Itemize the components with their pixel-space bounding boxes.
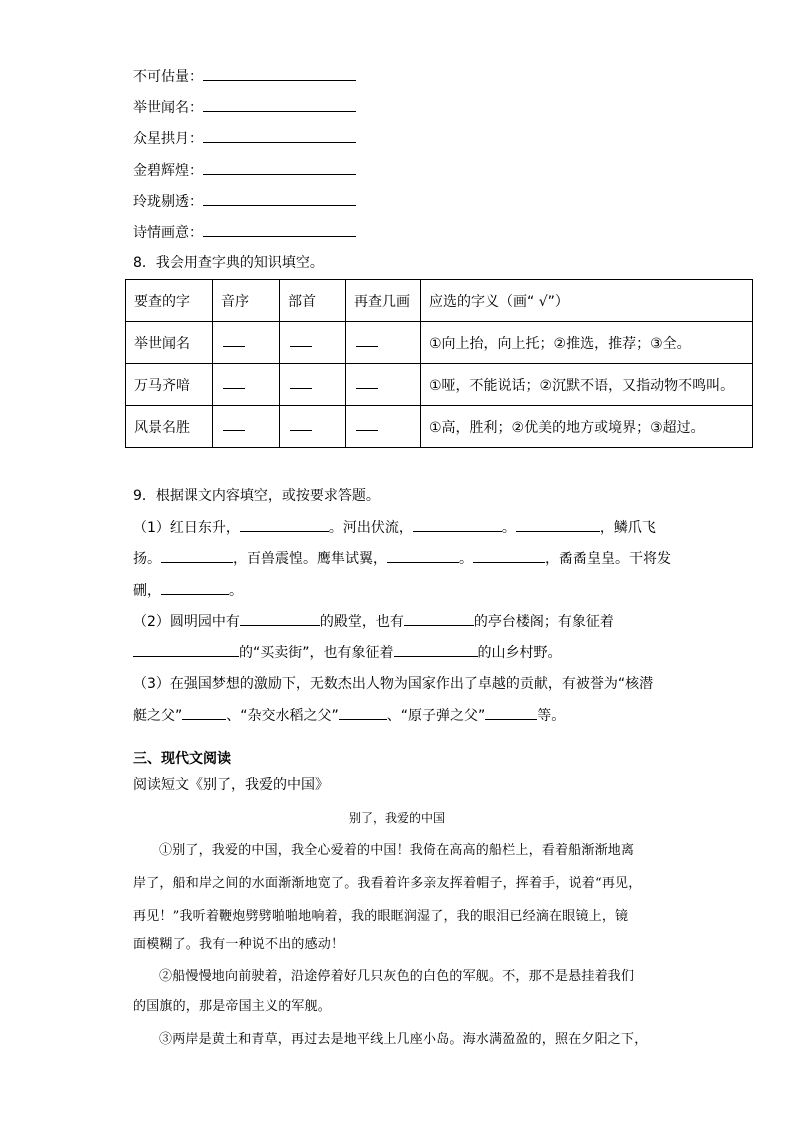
article-line: 再见！”我听着鞭炮劈劈啪啪地响着，我的眼眶润湿了，我的眼泪已经滴在眼镜上，镜: [133, 909, 629, 924]
q9-text: 的山乡村野。: [477, 645, 562, 661]
answer-blank[interactable]: [203, 191, 356, 206]
radical-blank-cell[interactable]: [280, 364, 346, 406]
strokes-blank-cell[interactable]: [346, 406, 421, 448]
answer-blank[interactable]: [516, 517, 600, 532]
answer-blank[interactable]: [404, 611, 474, 626]
lookup-word: 举世闻名: [126, 322, 213, 364]
idiom-line: [133, 66, 356, 87]
article-line: 岸了，船和岸之间的水面渐渐地宽了。我看着许多亲友挥着帽子，挥着手，说着“再见，: [133, 876, 642, 891]
idiom-line: [133, 191, 356, 212]
q9-text: （2）圆明园中有: [133, 614, 240, 630]
q9-text: 。: [459, 551, 473, 567]
q9-text: 的殿堂，也有: [319, 614, 404, 630]
table-row: [126, 406, 753, 448]
answer-blank[interactable]: [161, 580, 229, 595]
idiom-word: 诗情画意：: [133, 225, 203, 241]
answer-blank[interactable]: [203, 222, 356, 237]
reading-intro: 阅读短文《别了，我爱的中国》: [133, 777, 329, 793]
phonetic-blank-cell[interactable]: [213, 406, 280, 448]
idiom-word: 玲珑剔透：: [133, 194, 203, 210]
article-line: ①别了，我爱的中国，我全心爱着的中国！我倚在高高的船栏上，看着船渐渐地离: [159, 843, 635, 858]
phonetic-blank-cell[interactable]: [213, 364, 280, 406]
article-line: ②船慢慢地向前驶着，沿途停着好几只灰色的白色的军舰。不，那不是悬挂着我们: [159, 969, 635, 984]
q9-text: 艇之父”: [133, 708, 183, 724]
idiom-line: [133, 97, 356, 118]
idiom-word: 金碧辉煌：: [133, 163, 203, 179]
idiom-word: 不可估量：: [133, 69, 203, 85]
meaning-options[interactable]: ①向上抬，向上托；②推选，推荐；③全。: [421, 322, 753, 364]
answer-blank[interactable]: [161, 548, 233, 563]
strokes-blank-cell[interactable]: [346, 322, 421, 364]
header-cell: 应选的字义（画“ √”）: [421, 280, 753, 322]
answer-blank[interactable]: [203, 160, 356, 175]
radical-blank-cell[interactable]: [280, 406, 346, 448]
q9-text: 、“原子弹之父”: [386, 708, 486, 724]
answer-blank[interactable]: [203, 66, 356, 81]
q9-line-7: [133, 705, 565, 726]
q9-line-4: [133, 611, 614, 632]
q9-text: 硎，: [133, 583, 161, 599]
q9-text: ，矞矞皇皇。干将发: [545, 551, 671, 567]
article-line: ③两岸是黄土和青草，再过去是地平线上几座小岛。海水满盈盈的，照在夕阳之下，: [159, 1032, 648, 1047]
answer-blank[interactable]: [133, 642, 239, 657]
q9-text: 扬。: [133, 551, 161, 567]
answer-blank[interactable]: [240, 517, 329, 532]
header-cell: 要查的字: [126, 280, 213, 322]
header-cell: 部首: [280, 280, 346, 322]
q9-line-5: [133, 642, 562, 663]
radical-blank-cell[interactable]: [280, 322, 346, 364]
answer-blank[interactable]: [485, 705, 537, 720]
question-9-title: 9．根据课文内容填空，或按要求答题。: [133, 488, 380, 504]
article-title: 别了，我爱的中国: [348, 811, 445, 825]
answer-blank[interactable]: [387, 548, 459, 563]
idiom-word: 举世闻名：: [133, 100, 203, 116]
dictionary-table: [125, 279, 753, 448]
q9-text: 的“买卖街”，也有象征着: [239, 645, 394, 661]
idiom-line: [133, 160, 356, 181]
table-header-row: [126, 280, 753, 322]
section-heading: 三、现代文阅读: [133, 751, 231, 767]
header-cell: 再查几画: [346, 280, 421, 322]
answer-blank[interactable]: [339, 705, 387, 720]
q9-text: 。: [229, 583, 243, 599]
strokes-blank-cell[interactable]: [346, 364, 421, 406]
idiom-line: [133, 128, 356, 149]
meaning-options[interactable]: ①高，胜利；②优美的地方或境界；③超过。: [421, 406, 753, 448]
q9-text: 、“杂交水稻之父”: [226, 708, 339, 724]
q9-text: 等。: [537, 708, 566, 724]
question-8-title: 8．我会用查字典的知识填空。: [133, 255, 324, 271]
answer-blank[interactable]: [182, 705, 226, 720]
article-line: 的国旗的，那是帝国主义的军舰。: [133, 999, 332, 1014]
q9-text: ，鳞爪飞: [599, 520, 656, 536]
q9-text: 。: [501, 520, 516, 536]
article-line: 面模糊了。我有一种说不出的感动！: [133, 937, 345, 952]
answer-blank[interactable]: [203, 128, 356, 143]
q9-text: 。河出伏流，: [328, 520, 413, 536]
meaning-options[interactable]: ①哑，不能说话；②沉默不语，又指动物不鸣叫。: [421, 364, 753, 406]
lookup-word: 风景名胜: [126, 406, 213, 448]
q9-text: （1）红日东升，: [133, 520, 240, 536]
answer-blank[interactable]: [394, 642, 478, 657]
answer-blank[interactable]: [240, 611, 320, 626]
q9-text: 的亭台楼阁；有象征着: [473, 614, 614, 630]
answer-blank[interactable]: [473, 548, 545, 563]
table-row: [126, 364, 753, 406]
q9-line-6: （3）在强国梦想的激励下，无数杰出人物为国家作出了卓越的贡献，有被誉为“核潜: [133, 676, 654, 692]
header-cell: 音序: [213, 280, 280, 322]
lookup-word: 万马齐喑: [126, 364, 213, 406]
q9-line-2: [133, 548, 671, 569]
answer-blank[interactable]: [203, 97, 356, 112]
idiom-line: [133, 222, 356, 243]
q9-line-3: [133, 580, 243, 601]
phonetic-blank-cell[interactable]: [213, 322, 280, 364]
q9-text: ，百兽震惶。鹰隼试翼，: [233, 551, 387, 567]
idiom-word: 众星拱月：: [133, 131, 203, 147]
q9-line-1: [133, 517, 656, 538]
answer-blank[interactable]: [413, 517, 502, 532]
table-row: [126, 322, 753, 364]
